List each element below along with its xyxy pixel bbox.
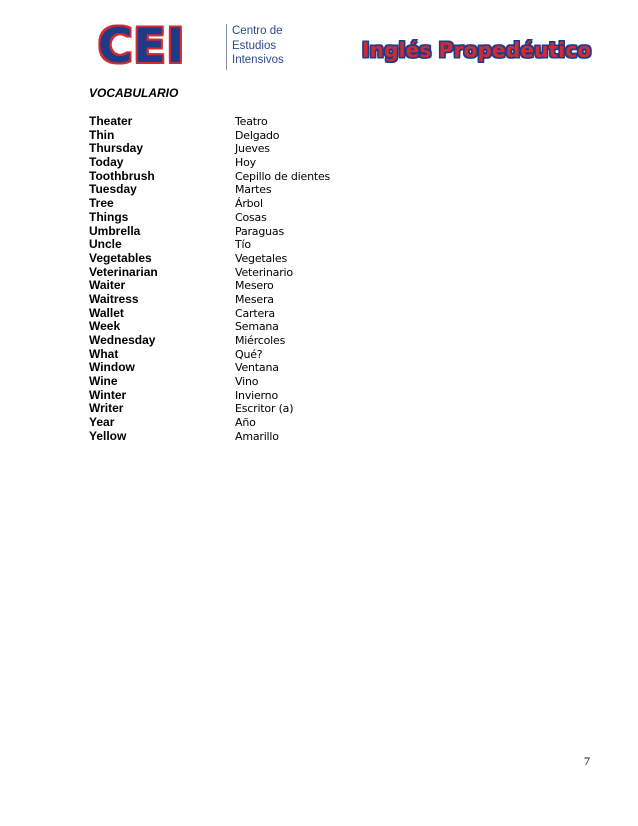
vocab-row: [89, 197, 409, 211]
spanish-translation: Mesera: [235, 292, 274, 306]
spanish-translation: Cosas: [235, 210, 267, 224]
english-word: Thursday: [89, 141, 144, 156]
english-word: Yellow: [89, 428, 127, 443]
vocab-row: [89, 225, 409, 239]
vocab-row: [89, 238, 409, 252]
vocab-row: [89, 279, 409, 293]
spanish-translation: Año: [235, 416, 256, 430]
spanish-translation: Delgado: [235, 128, 280, 142]
spanish-translation: Vino: [235, 375, 259, 389]
vocab-row: [89, 266, 409, 280]
english-word: What: [89, 346, 119, 361]
english-word: Theater: [89, 114, 133, 128]
english-word: Winter: [89, 387, 127, 402]
english-word: Vegetables: [89, 250, 152, 265]
vocab-row: [89, 402, 409, 416]
spanish-translation: Vegetales: [235, 251, 287, 265]
english-word: Wallet: [89, 305, 124, 320]
spanish-translation: Semana: [235, 320, 279, 334]
logo-text: [232, 24, 294, 68]
page-number: 7: [584, 754, 590, 768]
english-word: Writer: [89, 401, 124, 416]
vocab-row: [89, 170, 409, 184]
vocab-row: [89, 252, 409, 266]
english-word: Year: [89, 415, 115, 430]
vocab-row: [89, 307, 409, 321]
spanish-translation: Qué?: [235, 347, 263, 361]
spanish-translation: Ventana: [235, 361, 279, 375]
vocabulary-list: [89, 115, 409, 444]
course-title: Inglés Propedéutico: [362, 38, 592, 62]
english-word: Veterinarian: [89, 264, 158, 279]
english-word: Things: [89, 209, 129, 224]
english-word: Week: [89, 319, 121, 334]
english-word: Waiter: [89, 278, 126, 293]
spanish-translation: Teatro: [235, 115, 268, 128]
page-header: [0, 0, 638, 90]
english-word: Tree: [89, 196, 114, 211]
english-word: Today: [89, 155, 124, 170]
spanish-translation: Veterinario: [235, 265, 293, 279]
spanish-translation: Árbol: [235, 197, 263, 211]
english-word: Tuesday: [89, 182, 137, 197]
vocab-row: [89, 183, 409, 197]
spanish-translation: Tío: [235, 238, 251, 252]
logo-line-2: Estudios: [232, 39, 277, 52]
spanish-translation: Hoy: [235, 156, 256, 170]
vocab-row: [89, 129, 409, 143]
vocab-row: [89, 293, 409, 307]
english-word: Thin: [89, 127, 115, 142]
vocab-row: [89, 211, 409, 225]
spanish-translation: Paraguas: [235, 224, 284, 238]
spanish-translation: Invierno: [235, 388, 278, 402]
logo-line-1: Centro de: [232, 25, 283, 37]
spanish-translation: Miércoles: [235, 334, 286, 347]
spanish-translation: Mesero: [235, 279, 274, 293]
section-heading: VOCABULARIO: [89, 86, 179, 100]
english-word: Waitress: [89, 291, 139, 306]
spanish-translation: Martes: [235, 183, 272, 197]
vocab-row: [89, 156, 409, 170]
vocab-row: [89, 320, 409, 334]
spanish-translation: Amarillo: [235, 429, 279, 443]
spanish-translation: Jueves: [235, 142, 270, 156]
english-word: Umbrella: [89, 223, 141, 238]
spanish-translation: Cepillo de dientes: [235, 169, 331, 183]
logo-mark: CEI: [98, 19, 186, 74]
english-word: Uncle: [89, 237, 122, 252]
english-word: Wine: [89, 374, 118, 389]
vocab-row: [89, 416, 409, 430]
logo-line-3: Intensivos: [232, 54, 284, 66]
spanish-translation: Cartera: [235, 306, 275, 320]
english-word: Wednesday: [89, 333, 156, 347]
spanish-translation: Escritor (a): [235, 402, 294, 416]
vocab-row: [89, 430, 409, 444]
vocab-row: [89, 375, 409, 389]
vocab-row: [89, 348, 409, 362]
vocab-row: [89, 361, 409, 375]
english-word: Window: [89, 360, 135, 375]
vocab-row: [89, 334, 409, 348]
vocab-row: [89, 389, 409, 403]
logo-divider: [226, 24, 227, 70]
vocab-row: [89, 142, 409, 156]
vocab-row: [89, 115, 409, 129]
cei-logo: [98, 19, 293, 74]
english-word: Toothbrush: [89, 168, 155, 183]
